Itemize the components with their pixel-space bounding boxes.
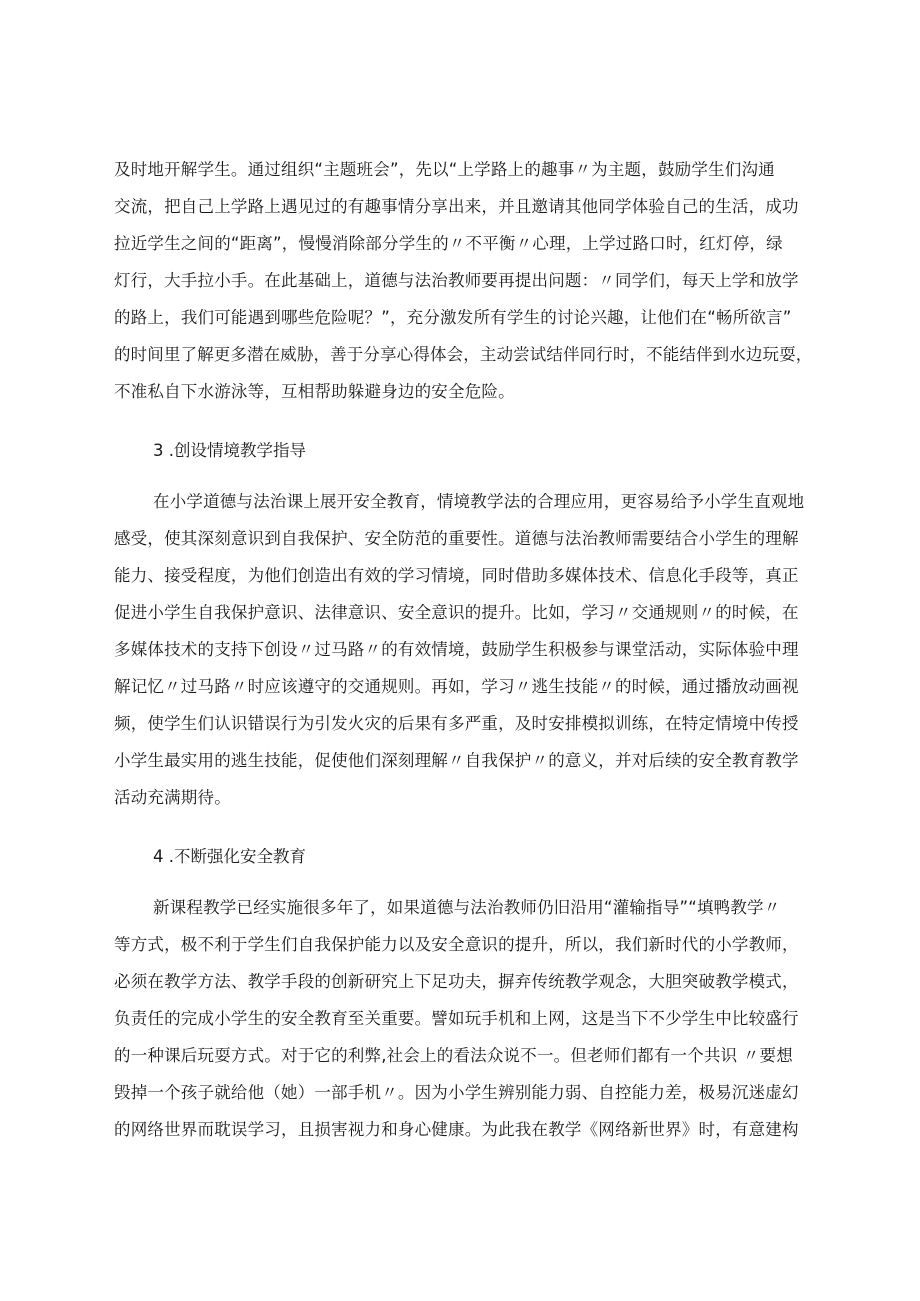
section-3-number: 3 [153, 441, 164, 460]
paragraph-line: 毁掉一个孩子就给他（她）一部手机〃。因为小学生辨别能力弱、自控能力差，极易沉迷虚幻 [114, 1083, 799, 1102]
paragraph-line: 必须在教学方法、教学手段的创新研究上下足功夫，摒弃传统教学观念，大胆突破教学模式， [114, 972, 799, 991]
paragraph-line: 及时地开解学生。通过组织“主题班会”，先以“上学路上的趣事〃为主题，鼓励学生们沟通 [114, 160, 775, 179]
paragraph-line: 等方式，极不利于学生们自我保护能力以及安全意识的提升，所以，我们新时代的小学教师， [114, 935, 799, 954]
paragraph-line: 频，使学生们认识错误行为引发火灾的后果有多严重，及时安排模拟训练，在特定情境中传授 [114, 714, 799, 733]
paragraph-line: 多媒体技术的支持下创设〃过马路〃的有效情境，鼓励学生积极参与课堂活动，实际体验中理 [114, 640, 799, 659]
paragraph-line: 在小学道德与法治课上展开安全教育，情境教学法的合理应用，更容易给予小学生直观地 [153, 492, 805, 511]
section-4-heading [153, 845, 306, 869]
paragraph-line: 交流，把自己上学路上遇见过的有趣事情分享出来，并且邀请其他同学体验自己的生活，成功 [114, 197, 799, 216]
paragraph-line: 不准私自下水游泳等，互相帮助躲避身边的安全危险。 [114, 382, 515, 401]
section-4-number: 4 [153, 847, 164, 866]
paragraph-line: 的网络世界而耽误学习，且损害视力和身心健康。为此我在教学《网络新世界》时，有意建构 [114, 1120, 799, 1139]
paragraph-line: 小学生最实用的逃生技能，促使他们深刻理解〃自我保护〃的意义，并对后续的安全教育教学 [114, 751, 799, 770]
paragraph-line: 活动充满期待。 [114, 788, 231, 807]
section-3-title: .创设情境教学指导 [168, 441, 306, 460]
paragraph-line: 的时间里了解更多潜在威胁，善于分享心得体会，主动尝试结伴同行时，不能结伴到水边玩耍， [114, 345, 813, 364]
section-3-heading [153, 439, 306, 463]
paragraph-line: 的一种课后玩耍方式。对于它的利弊,社会上的看法众说不一。但老师们都有一个共识 〃要想 [114, 1046, 793, 1065]
paragraph-line: 解记忆〃过马路〃时应该遵守的交通规则。再如，学习〃逃生技能〃的时候，通过播放动画视 [114, 677, 799, 696]
paragraph-line: 促进小学生自我保护意识、法律意识、安全意识的提升。比如，学习〃交通规则〃的时候，在 [114, 603, 799, 622]
paragraph-line: 新课程教学已经实施很多年了，如果道德与法治教师仍旧沿用“灌输指导”“填鸭教学〃 [153, 898, 781, 917]
paragraph-line: 负责任的完成小学生的安全教育至关重要。譬如玩手机和上网，这是当下不少学生中比较盛行 [114, 1009, 799, 1028]
paragraph-line: 感受，使其深刻意识到自我保护、安全防范的重要性。道德与法治教师需要结合小学生的理解 [114, 529, 799, 548]
section-4-title: .不断强化安全教育 [168, 847, 306, 866]
paragraph-line: 拉近学生之间的“距离”，慢慢消除部分学生的〃不平衡〃心理，上学过路口时，红灯停，绿 [114, 234, 783, 253]
paragraph-line: 灯行，大手拉小手。在此基础上，道德与法治教师要再提出问题：〃同学们，每天上学和放学 [114, 271, 799, 290]
paragraph-line: 的路上，我们可能遇到哪些危险呢？”，充分激发所有学生的讨论兴趣，让他们在“畅所欲言” [114, 308, 792, 327]
paragraph-line: 能力、接受程度，为他们创造出有效的学习情境，同时借助多媒体技术、信息化手段等，真正 [114, 566, 799, 585]
